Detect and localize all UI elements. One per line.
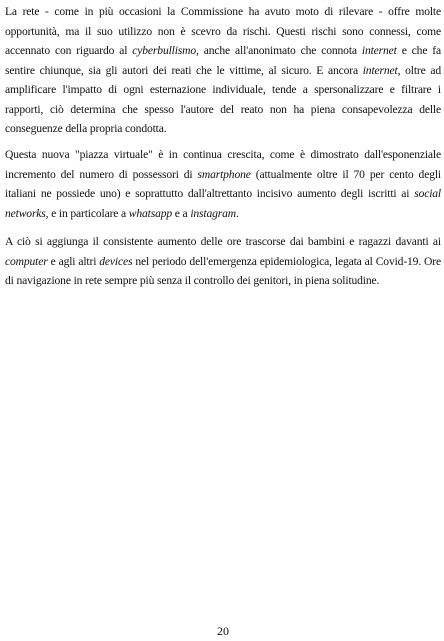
text-segment: A ciò si aggiunga il consistente aumento delle ore trascorse dai bambini e ragazzi davanti ai [5,235,441,248]
text-segment: e che fa sentire chiunque, sia gli autori dei reati che le vittime, al sicuro. E ancora [5,44,441,77]
italic-term-smartphone: smartphone [197,167,251,181]
italic-term-cyberbullismo: cyberbullismo [132,44,197,57]
text-segment: (attualmente oltre il 70 per cento degli italiani ne possiede uno) e soprattutto dall'altrettanto incisivo aumento degli iscritti ai [5,167,441,200]
text-segment: e a [172,206,191,220]
italic-term-computer: computer [5,254,48,268]
text-segment: , e in particolare a [45,206,129,220]
italic-term-internet: internet [362,63,398,77]
page-number: 20 [217,624,229,638]
italic-term-instagram: instagram [190,206,236,220]
text-segment: , oltre ad amplificare l'impatto di ogni esternazione individuale, tende a spersonalizzare e filtrare i rapporti, ciò determina che spesso l'autore del reato non ha piena consapevolezza delle conseguenze della propria condotta. [5,63,441,135]
italic-term-whatsapp: whatsapp [128,206,173,220]
paragraph-screen-time [5,232,441,291]
text-segment: Questa nuova "piazza virtuale" è in continua crescita, come è dimostrato dall'esponenziale incremento del numero di possessori di [5,148,441,181]
text-segment: La rete - come in più occasioni la Commissione ha avuto moto di rilevare - offre molte opportunità, ma il suo utilizzo non è scevro da rischi. Questi rischi sono connessi, come accennato con riguardo al [5,5,441,57]
text-segment: e agli altri [47,254,100,268]
paragraph-online-risks [5,2,441,139]
text-segment: nel periodo dell'emergenza epidemiologica, legata al Covid-19. Ore di navigazione in rete sempre più senza il controllo dei genitori, in piena solitudine. [5,254,441,287]
paragraph-virtual-square [5,145,441,223]
text-segment: , anche all'anonimato che connota [196,44,362,57]
text-segment: . [236,206,239,220]
italic-term-devices: devices [99,254,133,268]
document-page [5,0,441,641]
italic-term-social-networks: social networks [5,187,441,220]
italic-term-internet: internet [361,44,397,57]
